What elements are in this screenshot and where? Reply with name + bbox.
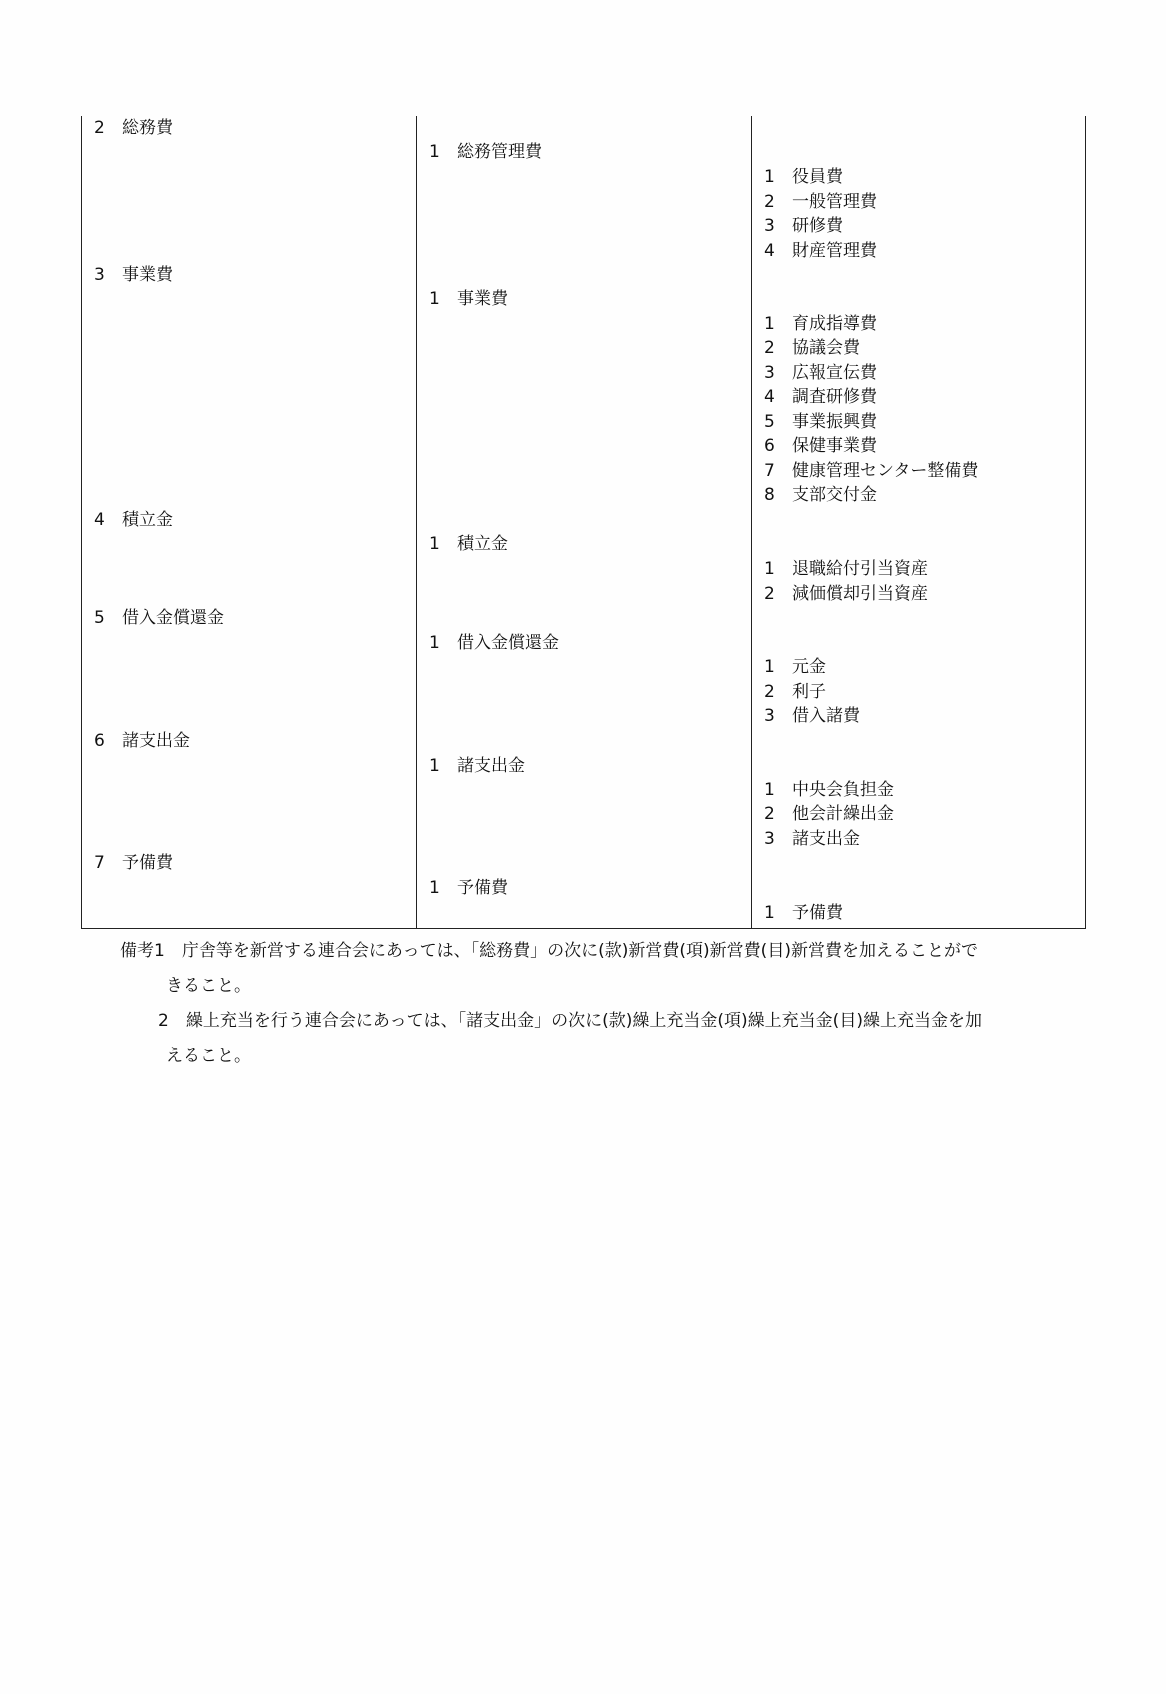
item-number: 2 — [764, 192, 775, 212]
kan-item — [94, 508, 173, 532]
item-label: 積立金 — [457, 534, 508, 554]
item-number: 2 — [764, 804, 775, 824]
item-number: 7 — [764, 461, 775, 481]
item-label: 退職給付引当資産 — [792, 559, 928, 579]
kan-item — [94, 263, 173, 287]
item-number: 1 — [764, 903, 775, 923]
item-number: 1 — [764, 559, 775, 579]
item-number: 3 — [764, 706, 775, 726]
moku-item — [764, 655, 826, 679]
moku-item — [764, 802, 894, 826]
item-label: 広報宣伝費 — [792, 363, 877, 383]
item-label: 減価償却引当資産 — [792, 584, 928, 604]
moku-item — [764, 557, 928, 581]
item-number: 3 — [764, 829, 775, 849]
kan-item — [94, 729, 190, 753]
item-number: 4 — [764, 387, 775, 407]
moku-item — [764, 827, 860, 851]
item-number: 1 — [429, 756, 440, 776]
item-label: 借入諸費 — [792, 706, 860, 726]
item-number: 2 — [764, 584, 775, 604]
item-label: 利子 — [792, 682, 826, 702]
budget-table — [81, 116, 1086, 929]
remark-text: 繰上充当を行う連合会にあっては、「諸支出金」の次に(款)繰上充当金(項)繰上充当金(目)繰上充当金を加 — [185, 1011, 982, 1031]
moku-item — [764, 214, 843, 238]
item-number: 5 — [94, 608, 105, 628]
moku-item — [764, 434, 877, 458]
item-number: 1 — [429, 142, 440, 162]
remark-lead: 備考1 — [120, 941, 165, 961]
item-label: 事業費 — [457, 289, 508, 309]
moku-item — [764, 312, 877, 336]
item-number: 6 — [94, 731, 105, 751]
item-label: 支部交付金 — [792, 485, 877, 505]
item-label: 総務管理費 — [457, 142, 542, 162]
remark-2-continued — [120, 1039, 1086, 1074]
kou-item — [429, 140, 542, 164]
kan-item — [94, 606, 224, 630]
item-label: 総務費 — [122, 118, 173, 138]
item-number: 5 — [764, 412, 775, 432]
item-number: 8 — [764, 485, 775, 505]
moku-item — [764, 190, 877, 214]
item-number: 1 — [764, 314, 775, 334]
remark-text: えること。 — [166, 1046, 251, 1066]
item-label: 予備費 — [122, 853, 173, 873]
item-label: 元金 — [792, 657, 826, 677]
item-label: 借入金償還金 — [122, 608, 224, 628]
item-label: 積立金 — [122, 510, 173, 530]
item-label: 借入金償還金 — [457, 633, 559, 653]
remark-text: きること。 — [166, 976, 251, 996]
item-number: 7 — [94, 853, 105, 873]
item-label: 予備費 — [457, 878, 508, 898]
item-label: 調査研修費 — [792, 387, 877, 407]
item-number: 2 — [764, 338, 775, 358]
item-label: 事業振興費 — [792, 412, 877, 432]
column-divider — [416, 116, 417, 928]
item-number: 2 — [764, 682, 775, 702]
moku-item — [764, 483, 877, 507]
remark-number: 2 — [158, 1011, 169, 1031]
item-number: 1 — [429, 878, 440, 898]
item-label: 保健事業費 — [792, 436, 877, 456]
kou-item — [429, 754, 525, 778]
moku-item — [764, 704, 860, 728]
kou-item — [429, 532, 508, 556]
item-label: 他会計繰出金 — [792, 804, 894, 824]
column-divider — [751, 116, 752, 928]
moku-item — [764, 361, 877, 385]
item-label: 一般管理費 — [792, 192, 877, 212]
moku-item — [764, 680, 826, 704]
moku-item — [764, 901, 843, 925]
item-number: 1 — [429, 534, 440, 554]
remark-text: 庁舎等を新営する連合会にあっては、「総務費」の次に(款)新営費(項)新営費(目)新営費を加えることがで — [181, 941, 978, 961]
item-label: 財産管理費 — [792, 241, 877, 261]
item-label: 育成指導費 — [792, 314, 877, 334]
item-label: 協議会費 — [792, 338, 860, 358]
remark-1 — [120, 934, 1086, 969]
moku-item — [764, 582, 928, 606]
item-number: 1 — [764, 780, 775, 800]
moku-item — [764, 385, 877, 409]
item-number: 1 — [764, 657, 775, 677]
item-label: 諸支出金 — [122, 731, 190, 751]
item-number: 2 — [94, 118, 105, 138]
column-divider — [1085, 116, 1086, 928]
moku-item — [764, 778, 894, 802]
moku-item — [764, 410, 877, 434]
item-label: 諸支出金 — [792, 829, 860, 849]
kou-item — [429, 876, 508, 900]
item-number: 3 — [764, 216, 775, 236]
kan-item — [94, 851, 173, 875]
moku-item — [764, 165, 843, 189]
item-label: 役員費 — [792, 167, 843, 187]
item-number: 1 — [429, 633, 440, 653]
item-label: 中央会負担金 — [792, 780, 894, 800]
item-label: 健康管理センター整備費 — [792, 461, 979, 481]
item-label: 研修費 — [792, 216, 843, 236]
moku-item — [764, 239, 877, 263]
item-number: 6 — [764, 436, 775, 456]
item-number: 1 — [429, 289, 440, 309]
remark-1-continued — [120, 969, 1086, 1004]
remark-2 — [120, 1004, 1086, 1039]
remarks — [120, 934, 1086, 1074]
item-number: 4 — [94, 510, 105, 530]
item-label: 予備費 — [792, 903, 843, 923]
item-label: 事業費 — [122, 265, 173, 285]
moku-item — [764, 336, 860, 360]
kou-item — [429, 287, 508, 311]
item-number: 1 — [764, 167, 775, 187]
item-number: 4 — [764, 241, 775, 261]
item-number: 3 — [764, 363, 775, 383]
item-label: 諸支出金 — [457, 756, 525, 776]
kan-item — [94, 116, 173, 140]
item-number: 3 — [94, 265, 105, 285]
moku-item — [764, 459, 978, 483]
kou-item — [429, 631, 559, 655]
